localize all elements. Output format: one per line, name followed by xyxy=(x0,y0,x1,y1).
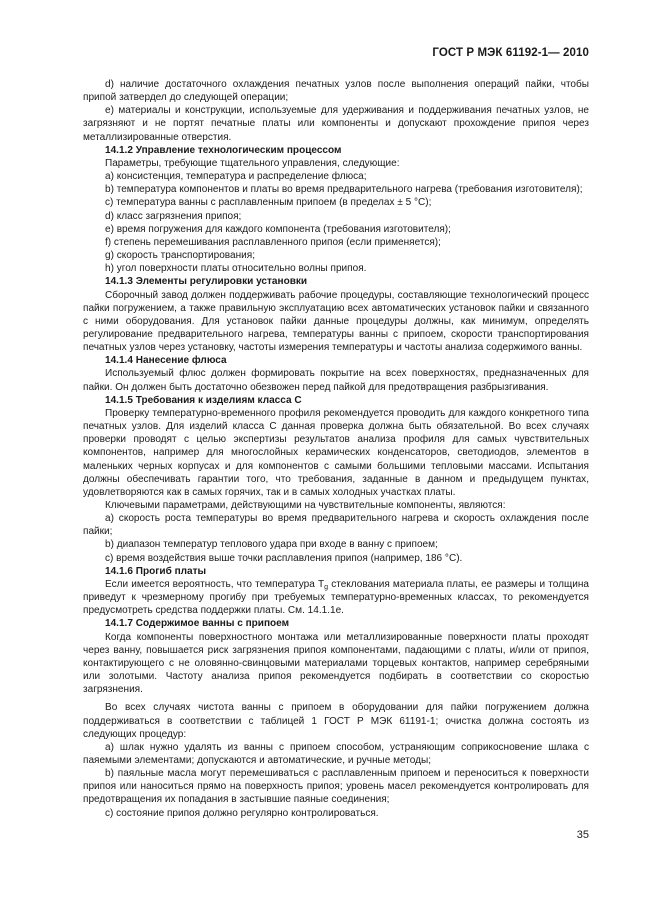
section-heading: 14.1.4 Нанесение флюса xyxy=(105,355,227,367)
paragraph-text: Если имеется вероятность, что температура Т xyxy=(105,578,325,590)
paragraph: d) наличие достаточного охлаждения печатных узлов после выполнения операций пайки, чтобы припой затвердел до следующей операции; xyxy=(83,79,589,104)
page-number: 35 xyxy=(576,829,589,841)
paragraph: Когда компоненты поверхностного монтажа или металлизированные поверхности платы проходят через ванну, повышается риск загрязнения припоя компонентами, падающими с платы, и/или от припоя, контактирующего с не оловянно-свинцовыми материалами торцевых контактов, например серебряными или золотыми. Частоту анализа припоя рекомендуется подбирать в соответствии со скоростью загрязнения. xyxy=(83,631,589,696)
paragraph: d) класс загрязнения припоя; xyxy=(105,210,242,222)
paragraph: c) время воздействия выше точки расплавления припоя (например, 186 °С). xyxy=(105,552,463,564)
paragraph: c) состояние припоя должно регулярно контролироваться. xyxy=(105,807,379,819)
paragraph: f) степень перемешивания расплавленного припоя (если применяется); xyxy=(105,236,441,248)
section-heading: 14.1.5 Требования к изделиям класса С xyxy=(105,394,302,406)
paragraph: b) диапазон температур теплового удара при входе в ванну с припоем; xyxy=(105,539,438,551)
paragraph: Сборочный завод должен поддерживать рабочие процедуры, составляющие технологический процесс пайки погружением, а также правильную эксплуатацию всех автоматических установок пайки и связанного с ними оборудования. Для установок пайки данные процедуры должны, как минимум, определять регулирование предварительного нагрева, температуры ванны с припоем, скорости транспортирования печатных узлов через установку, частоты измерения температуры и частоты анализа содержимого ванны. xyxy=(83,289,589,354)
document-header: ГОСТ Р МЭК 61192-1— 2010 xyxy=(432,47,589,59)
paragraph: a) скорость роста температуры во время предварительного нагрева и скорость охлаждения после пайки; xyxy=(83,513,589,538)
paragraph: e) время погружения для каждого компонента (требования изготовителя); xyxy=(105,223,451,235)
paragraph-text: стеклования материала платы, ее размеры и толщина приведут к чрезмерному прогибу при требуемых температурно-временных классах, то рекомендуется предусмотреть средства поддержки платы. См. 14.1.1е. xyxy=(83,578,589,617)
subscript: g xyxy=(324,583,329,591)
section-heading: 14.1.3 Элементы регулировки установки xyxy=(105,276,308,288)
paragraph: Во всех случаях чистота ванны с припоем в оборудовании для пайки погружением должна поддерживаться в соответствии с таблицей 1 ГОСТ Р МЭК 61191-1; очистка должна состоять из следующих процедур: xyxy=(83,702,589,740)
paragraph: Параметры, требующие тщательного управления, следующие: xyxy=(105,157,400,169)
paragraph xyxy=(83,578,589,617)
paragraph: c) температура ванны с расплавленным припоем (в пределах ± 5 °С); xyxy=(105,197,432,209)
paragraph: a) консистенция, температура и распределение флюса; xyxy=(105,171,367,183)
section-heading: 14.1.2 Управление технологическим процессом xyxy=(105,144,342,156)
section-heading: 14.1.6 Прогиб платы xyxy=(105,565,207,577)
paragraph: g) скорость транспортирования; xyxy=(105,250,256,262)
paragraph: b) паяльные масла могут перемешиваться с расплавленным припоем и переноситься к поверхности припоя или наноситься прямо на поверхность припоя; уровень масел рекомендуется контролировать для предотвращения их попадания в застывшие паяные соединения; xyxy=(83,768,589,806)
paragraph: a) шлак нужно удалять из ванны с припоем способом, устраняющим соприкосновение шлака с паяемыми элементами; допускаются и автоматические, и ручные методы; xyxy=(83,741,589,766)
paragraph: Используемый флюс должен формировать покрытие на всех поверхностях, предназначенных для пайки. Он должен быть достаточно обезвожен перед пайкой для предотвращения разбрызгивания. xyxy=(83,368,589,393)
paragraph: e) материалы и конструкции, используемые для удерживания и поддерживания печатных узлов, не загрязняют и не портят печатные платы или компоненты и допускают прохождение припоя через металлизированные отверстия. xyxy=(83,105,589,143)
paragraph: Проверку температурно-временного профиля рекомендуется проводить для каждого конкретного типа печатных узлов. Для изделий класса С данная проверка должна быть обязательной. Во всех случаях проверки проводят с целью экспертизы результатов анализа профиля для самых чувствительных компонентов, например для многослойных керамических конденсаторов, светодиодов, элементов в маленьких черных корпусах и для компонентов с самыми большими тепловыми массами. Испытания должны обеспечивать гарантии того, что требования, заданные в данном и предыдущем пунктах, удовлетворяются как в самых горячих, так и в самых холодных участках платы. xyxy=(83,407,589,498)
document-body xyxy=(83,78,589,820)
paragraph: b) температура компонентов и платы во время предварительного нагрева (требования изготовителя); xyxy=(105,184,583,196)
paragraph: Ключевыми параметрами, действующими на чувствительные компоненты, являются: xyxy=(105,500,506,511)
paragraph: h) угол поверхности платы относительно волны припоя. xyxy=(105,263,367,275)
section-heading: 14.1.7 Содержимое ванны с припоем xyxy=(105,618,290,630)
